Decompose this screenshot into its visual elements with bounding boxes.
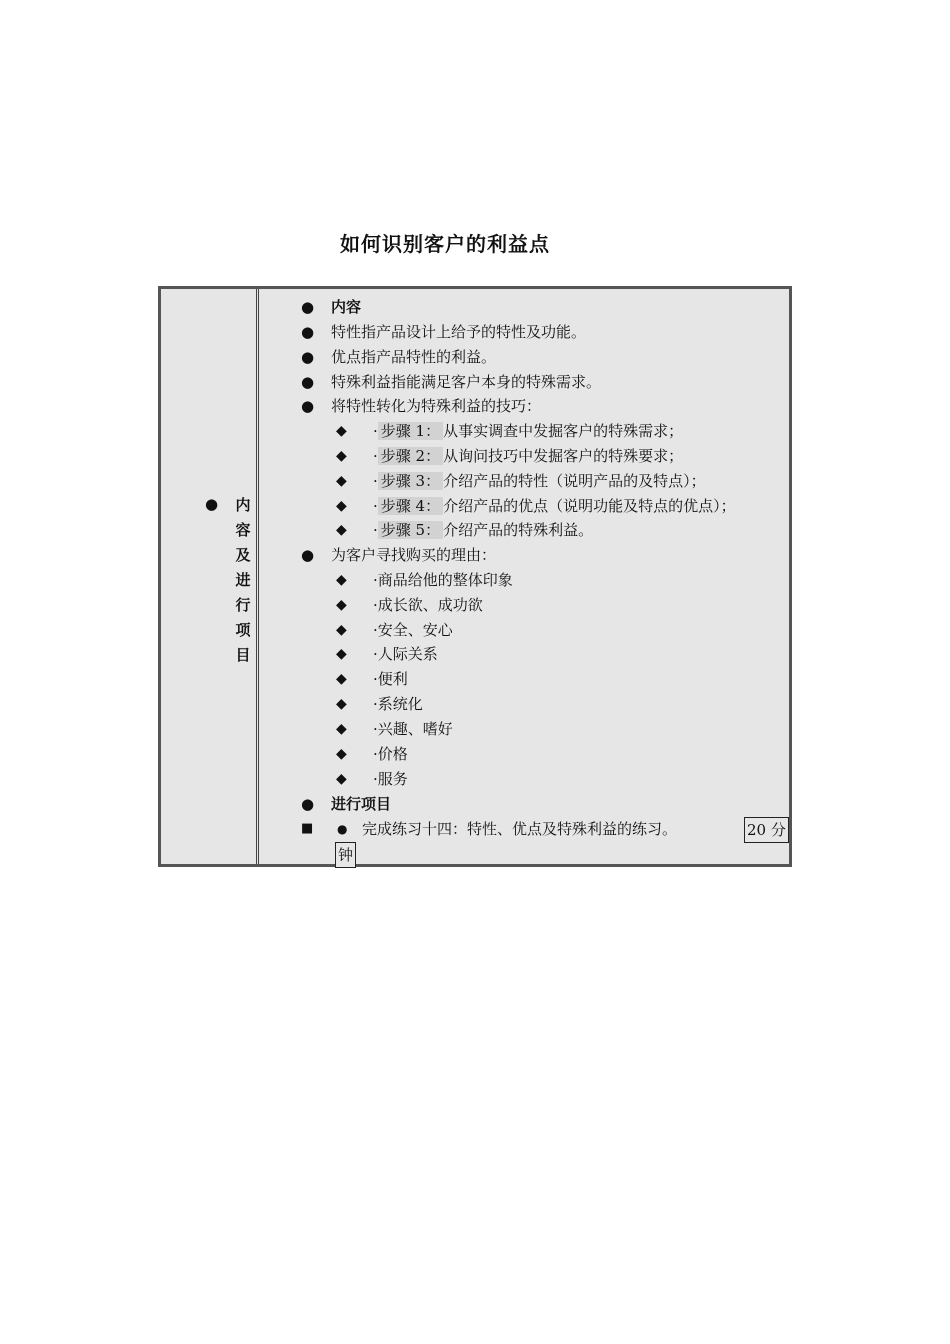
- middot: ·: [373, 497, 378, 515]
- item-advantage: 优点指产品特性的利益。: [331, 348, 497, 366]
- reason-text: 人际关系: [377, 645, 438, 663]
- bullet-diamond: ◆: [336, 696, 347, 712]
- bullet-diamond: ◆: [336, 597, 347, 613]
- reason-text: 兴趣、嗜好: [377, 720, 453, 738]
- content-box: [158, 286, 792, 867]
- bullet-circle: ●: [301, 795, 315, 813]
- bullet-diamond: ◆: [336, 646, 347, 662]
- duration-box: 20 分: [744, 817, 789, 843]
- bullet-circle: ●: [301, 323, 315, 341]
- item-benefit: 特殊利益指能满足客户本身的特殊需求。: [331, 373, 602, 391]
- middot: ·: [373, 720, 378, 738]
- heading-content: 内容: [331, 298, 362, 316]
- bullet-circle: ●: [301, 373, 315, 391]
- reason-text: 服务: [377, 770, 408, 788]
- middot: ·: [373, 447, 378, 465]
- bullet-diamond: ◆: [336, 721, 347, 737]
- reason-text: 便利: [377, 670, 408, 688]
- bullet-small-circle: ●: [337, 822, 348, 836]
- left-label-char: 行: [235, 596, 251, 614]
- step-text: 介绍产品的优点（说明功能及特点的优点）；: [443, 497, 736, 515]
- bullet-diamond: ◆: [336, 522, 347, 538]
- middot: ·: [373, 571, 378, 589]
- bullet-circle: ●: [301, 298, 315, 316]
- middot: ·: [373, 472, 378, 490]
- left-bullet: ●: [205, 495, 219, 513]
- bullet-diamond: ◆: [336, 448, 347, 464]
- left-label-char: 内: [235, 496, 251, 514]
- bullet-circle: ●: [301, 546, 315, 564]
- bullet-diamond: ◆: [336, 498, 347, 514]
- reason-text: 系统化: [377, 695, 423, 713]
- duration-box-cont: 钟: [335, 842, 356, 868]
- heading-project: 进行项目: [331, 795, 392, 813]
- step-label: 步骤 5：: [378, 521, 443, 539]
- item-feature: 特性指产品设计上给予的特性及功能。: [331, 323, 587, 341]
- middot: ·: [373, 521, 378, 539]
- bullet-square: ■: [301, 821, 314, 836]
- step-text: 从事实调查中发掘客户的特殊需求；: [443, 422, 684, 440]
- middot: ·: [373, 670, 378, 688]
- bullet-diamond: ◆: [336, 746, 347, 762]
- exercise-text: 完成练习十四：特性、优点及特殊利益的练习。: [362, 820, 678, 838]
- middot: ·: [373, 695, 378, 713]
- bullet-circle: ●: [301, 397, 315, 415]
- item-convert: 将特性转化为特殊利益的技巧：: [331, 397, 542, 415]
- left-label-char: 进: [235, 571, 251, 589]
- left-label-char: 容: [235, 521, 251, 539]
- page-title: 如何识别客户的利益点: [340, 232, 550, 256]
- bullet-diamond: ◆: [336, 622, 347, 638]
- left-label-char: 目: [235, 646, 251, 664]
- reason-text: 安全、安心: [377, 621, 453, 639]
- bullet-diamond: ◆: [336, 572, 347, 588]
- step-label: 步骤 2：: [378, 447, 443, 465]
- step-label: 步骤 3：: [378, 472, 443, 490]
- reason-text: 成长欲、成功欲: [377, 596, 483, 614]
- left-label: [235, 493, 251, 668]
- middot: ·: [373, 745, 378, 763]
- middot: ·: [373, 645, 378, 663]
- left-column: [161, 289, 259, 864]
- middot: ·: [373, 621, 378, 639]
- step-label: 步骤 4：: [378, 497, 443, 515]
- reason-text: 商品给他的整体印象: [377, 571, 513, 589]
- bullet-diamond: ◆: [336, 771, 347, 787]
- step-text: 从询问技巧中发掘客户的特殊要求；: [443, 447, 684, 465]
- bullet-diamond: ◆: [336, 423, 347, 439]
- left-label-char: 及: [235, 546, 251, 564]
- reasons-heading: 为客户寻找购买的理由：: [331, 546, 497, 564]
- middot: ·: [373, 422, 378, 440]
- bullet-diamond: ◆: [336, 473, 347, 489]
- bullet-circle: ●: [301, 348, 315, 366]
- step-text: 介绍产品的特殊利益。: [443, 521, 594, 539]
- bullet-diamond: ◆: [336, 671, 347, 687]
- middot: ·: [373, 596, 378, 614]
- reason-text: 价格: [377, 745, 408, 763]
- step-label: 步骤 1：: [378, 422, 443, 440]
- middot: ·: [373, 770, 378, 788]
- left-label-char: 项: [235, 621, 251, 639]
- step-text: 介绍产品的特性（说明产品的及特点）；: [443, 472, 706, 490]
